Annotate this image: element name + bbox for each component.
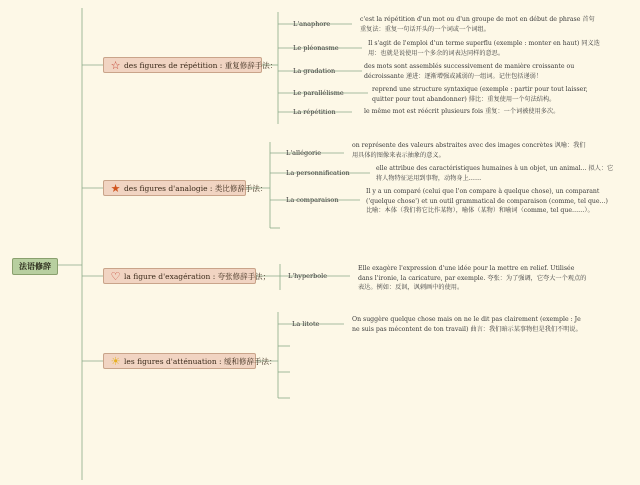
term-label: Le parallélisme: [293, 89, 344, 97]
term-label: L'hyperbole: [288, 272, 328, 280]
branch-label: des figures de répétition : 重复修辞手法：: [124, 61, 278, 70]
term-label: L'anaphore: [293, 20, 331, 28]
heart-icon: ♡: [110, 270, 121, 283]
term-description: elle attribue des caractéristiques humaines à un objet, un animal... 拟人：它将人物特征运用到事物，动物身上……: [376, 165, 614, 182]
term-description: on représente des valeurs abstraites avec des images concrètes 讽喻：我们用具体的图像来表示抽象的意义。: [352, 142, 586, 159]
term-label: La comparaison: [286, 196, 339, 204]
term-label: La répétition: [293, 108, 336, 116]
term-label: La litote: [292, 320, 320, 328]
sun-icon: ☀: [110, 355, 121, 368]
term-description: On suggère quelque chose mais on ne le dit pas clairement (exemple : Je ne suis pas mécontent de ton travail) 曲言：我们暗示某事物但是我们不明说。: [352, 316, 582, 333]
branch-label: la figure d'exagération : 夸张修辞手法；: [124, 272, 271, 281]
star-outline-icon: ☆: [110, 59, 121, 72]
star-filled-icon: ★: [110, 182, 121, 195]
term-label: La gradation: [293, 67, 336, 75]
term-label: La personnification: [286, 169, 350, 177]
term-description: le même mot est réécrit plusieurs fois 重复：一个词被使用多次。: [364, 108, 560, 115]
branch-repetition: [103, 57, 278, 73]
term-description: reprend une structure syntaxique (exemple : partir pour tout laisser, quitter pour tout abandonner) 排比：重复使用一个句法结构。: [372, 86, 588, 103]
root-node: 法语修辞: [12, 258, 58, 275]
term-description: c'est la répétition d'un mot ou d'un groupe de mot en début de phrase 首句重复法：重复一句话开头的一个词或一个词组。: [360, 16, 595, 33]
branch-label: les figures d'atténuation : 缓和修辞手法：: [124, 357, 277, 366]
term-description: Il y a un comparé (celui que l'on compare à quelque chose), un comparant ('quelque chose') et un outil grammatical de comparaison (comme, tel que...) 比喻：本体（我们将它比作某物），喻体（某物）和喻词（comme, tel que……）。: [366, 188, 608, 214]
term-label: Le pléonasme: [293, 44, 339, 52]
term-description: Il s'agit de l'emploi d'un terme superflu (exemple : monter en haut) 同义迭用：也就是说使用一个多余的词表达同样的意思。: [368, 40, 600, 57]
term-description: Elle exagère l'expression d'une idée pour la mettre en relief. Utilisée dans l'ironie, la caricature, par exemple. 夸张：为了强调，它夸大一个观点的表达。例如：反讽，讽刺画中的使用。: [358, 265, 587, 291]
branch-label: des figures d'analogie : 类比修辞手法：: [124, 184, 268, 193]
branch-analogie: [103, 180, 268, 196]
branch-attenuation: [103, 353, 277, 369]
branch-exageration: [103, 268, 271, 284]
term-label: L'allégorie: [286, 149, 322, 157]
term-description: des mots sont assemblés successivement de manière croissante ou décroissante 递进：逐渐增强或减弱的一组词。记住包括递弱！: [364, 63, 575, 80]
